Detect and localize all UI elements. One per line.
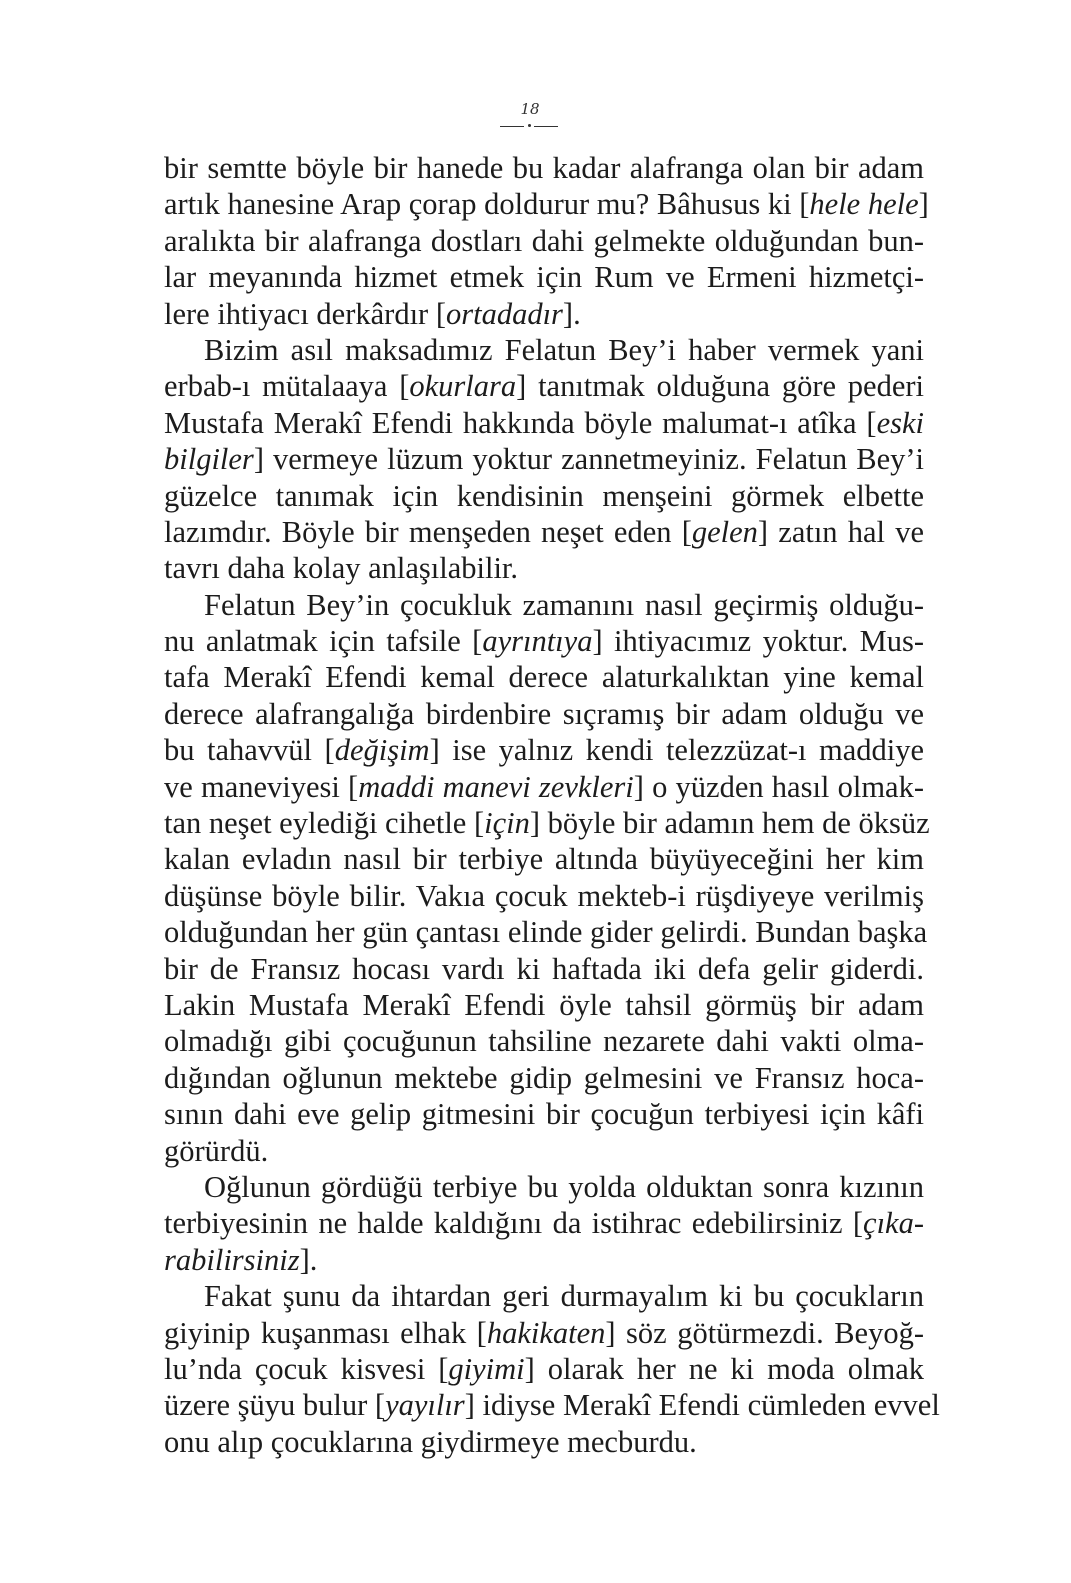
gloss-text: çıka- (863, 1206, 924, 1241)
text-segment: üzere şüyu bulur [ (164, 1388, 386, 1423)
text-line (164, 259, 924, 295)
text-segment: bu tahavvül [ (164, 733, 335, 768)
paragraph (164, 150, 929, 332)
text-segment: ] zatın hal ve (757, 514, 924, 549)
text-segment: Felatun Bey’in çocukluk zamanını nasıl geçirmiş olduğu- (204, 587, 924, 622)
gloss-text: için (484, 806, 530, 841)
text-segment: terbiyesinin ne halde kaldığını da istihrac edebilirsiniz [ (164, 1206, 864, 1241)
text-segment: Lakin Mustafa Merakî Efendi öyle tahsil görmüş bir adam (164, 987, 924, 1022)
text-segment: bir semtte böyle bir hanede bu kadar alafranga olan bir adam (164, 151, 924, 185)
text-line (164, 587, 924, 623)
text-segment: ] tanıtmak olduğuna göre pederi (516, 369, 925, 404)
text-segment: lere ihtiyacı derkârdır [ (164, 296, 446, 331)
gloss-text: rabilirsiniz (164, 1242, 300, 1277)
text-line (164, 478, 924, 514)
text-line (164, 1023, 924, 1059)
gloss-text: giyimi (448, 1351, 525, 1386)
text-segment: erbab-ı mütalaaya [ (164, 369, 410, 404)
text-line (164, 659, 924, 695)
gloss-text: yayılır (385, 1388, 465, 1423)
text-line (164, 1424, 924, 1460)
text-segment: ]. (299, 1242, 318, 1277)
text-segment: kalan evladın nasıl bir terbiye altında büyüyeceğini her kim (164, 842, 924, 877)
text-segment: giyinip kuşanması elhak [ (164, 1315, 487, 1350)
text-line (164, 1205, 924, 1241)
text-line (164, 623, 924, 659)
text-line (164, 186, 929, 222)
text-segment: tan neşet eylediği cihetle [ (164, 806, 485, 841)
text-segment: ]. (562, 296, 581, 331)
text-segment: aralıkta bir alafranga dostları dahi gelmekte olduğundan bun- (164, 223, 924, 258)
text-line (164, 368, 924, 404)
paragraph (164, 1278, 940, 1460)
text-line (164, 150, 924, 186)
text-line (164, 805, 930, 841)
text-segment: olmadığı gibi çocuğunun tahsiline nezarete dahi vakti olma- (164, 1024, 924, 1059)
page-number: 18 (520, 100, 540, 118)
text-line (164, 332, 924, 368)
text-segment: olduğundan her gün çantası elinde gider gelirdi. Bundan başka (164, 915, 928, 950)
text-segment: tafa Merakî Efendi kemal derece alaturkalıktan yine kemal (164, 660, 924, 695)
text-line (164, 1096, 924, 1132)
text-line (164, 1315, 924, 1351)
text-line (164, 1351, 924, 1387)
text-segment: Oğlunun gördüğü terbiye bu yolda olduktan sonra kızının (204, 1169, 924, 1204)
text-segment: ] ise yalnız kendi telezzüzat-ı maddiye (429, 733, 924, 768)
page-number-rule-right (534, 126, 558, 127)
text-segment: sının dahi eve gelip gitmesini bir çocuğun terbiyesi için kâfi (164, 1097, 924, 1132)
text-line (164, 732, 924, 768)
text-segment: lar meyanında hizmet etmek için Rum ve Ermeni hizmetçi- (164, 260, 924, 295)
gloss-text: maddi manevi zevkleri (358, 769, 634, 804)
gloss-text: bilgiler (164, 442, 254, 477)
text-line (164, 514, 924, 550)
text-segment: lu’nda çocuk kisvesi [ (164, 1351, 449, 1386)
text-segment: güzelce tanımak için kendisinin menşeini görmek elbette (164, 478, 924, 513)
text-segment: Fakat şunu da ihtardan geri durmayalım ki bu çocukların (204, 1279, 924, 1314)
gloss-text: hele hele (809, 187, 919, 222)
text-line (164, 405, 924, 441)
text-segment: ] söz götürmezdi. Beyoğ- (605, 1315, 924, 1350)
text-segment: görürdü. (164, 1133, 269, 1168)
page-number-rule-left (500, 126, 524, 127)
text-line (164, 1242, 924, 1278)
text-line (164, 987, 924, 1023)
text-segment: artık hanesine Arap çorap doldurur mu? Bâhusus ki [ (164, 187, 810, 222)
gloss-text: değişim (334, 733, 430, 768)
text-segment: ve maneviyesi [ (164, 769, 359, 804)
text-segment: ] ihtiyacımız yoktur. Mus- (592, 624, 924, 659)
page-header (500, 100, 560, 136)
text-segment: lazımdır. Böyle bir menşeden neşet eden [ (164, 514, 692, 549)
body-text (164, 150, 940, 1460)
text-segment: ] (918, 187, 929, 222)
text-segment: onu alıp çocuklarına giydirmeye mecburdu. (164, 1424, 697, 1459)
text-line (164, 914, 928, 950)
text-line (164, 878, 924, 914)
text-line (164, 550, 924, 586)
text-line (164, 1387, 940, 1423)
paragraph (164, 332, 924, 587)
gloss-text: okurlara (409, 369, 517, 404)
text-line (164, 223, 924, 259)
text-line (164, 951, 924, 987)
text-line (164, 696, 924, 732)
page-number-ornament (528, 124, 531, 127)
text-segment: ] olarak her ne ki moda olmak (524, 1351, 924, 1386)
gloss-text: ayrıntıya (482, 624, 593, 659)
text-segment: ] böyle bir adamın hem de öksüz (529, 806, 930, 841)
text-segment: ] idiyse Merakî Efendi cümleden evvel (464, 1388, 940, 1423)
gloss-text: hakikaten (486, 1315, 606, 1350)
text-segment: Mustafa Merakî Efendi hakkında böyle malumat-ı atîka [ (164, 405, 877, 440)
text-line (164, 1278, 924, 1314)
paragraph (164, 587, 930, 1169)
text-segment: bir de Fransız hocası vardı ki haftada iki defa gelir giderdi. (164, 951, 924, 986)
gloss-text: eski (876, 405, 924, 440)
text-line (164, 296, 924, 332)
text-segment: tavrı daha kolay anlaşılabilir. (164, 551, 519, 586)
text-line (164, 1060, 924, 1096)
text-line (164, 441, 924, 477)
text-segment: dığından oğlunun mektebe gidip gelmesini ve Fransız hoca- (164, 1060, 924, 1095)
paragraph (164, 1169, 924, 1278)
text-segment: düşünse böyle bilir. Vakıa çocuk mekteb-i rüşdiyeye verilmiş (164, 878, 924, 913)
gloss-text: ortadadır (445, 296, 563, 331)
text-segment: nu anlatmak için tafsile [ (164, 624, 483, 659)
text-line (164, 1169, 924, 1205)
text-line (164, 841, 924, 877)
gloss-text: gelen (691, 514, 758, 549)
text-segment: ] vermeye lüzum yoktur zannetmeyiniz. Felatun Bey’i (253, 442, 924, 477)
text-segment: derece alafrangalığa birdenbire sıçramış bir adam olduğu ve (164, 696, 924, 731)
text-line (164, 1133, 924, 1169)
text-line (164, 769, 924, 805)
text-segment: ] o yüzden hasıl olmak- (633, 769, 924, 804)
text-segment: Bizim asıl maksadımız Felatun Bey’i haber vermek yani (204, 332, 924, 367)
